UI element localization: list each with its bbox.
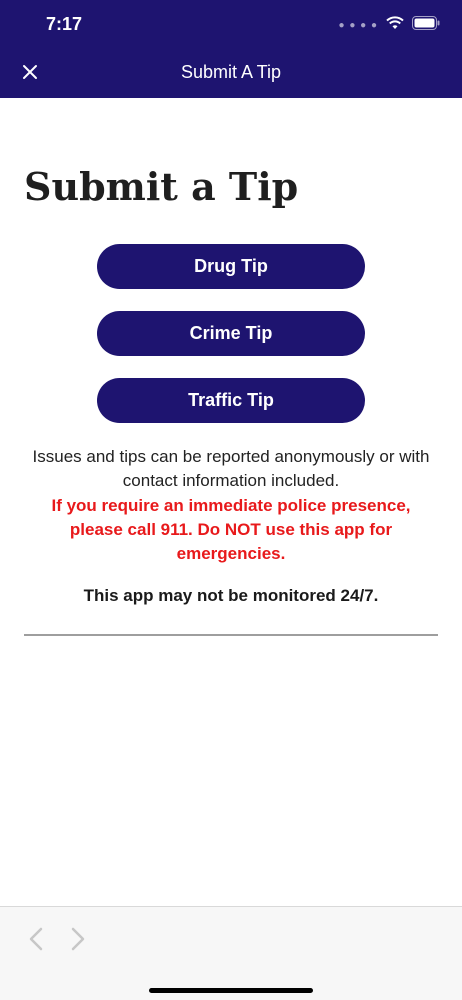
- drug-tip-button[interactable]: Drug Tip: [97, 244, 365, 289]
- status-time: 7:17: [46, 14, 83, 34]
- crime-tip-button[interactable]: Crime Tip: [97, 311, 365, 356]
- page-title: Submit a Tip: [24, 164, 299, 209]
- chevron-left-icon: [29, 927, 43, 956]
- emergency-warning: If you require an immediate police presence, please call 911. Do NOT use this app for emergencies.: [51, 496, 411, 563]
- chevron-right-icon: [71, 927, 85, 956]
- top-bar: [0, 0, 462, 98]
- nav-title: Submit A Tip: [180, 62, 282, 82]
- forward-button[interactable]: [66, 927, 90, 955]
- bottom-toolbar: [0, 906, 462, 1000]
- signal-dots-icon: ● ● ● ●: [338, 20, 378, 31]
- back-button[interactable]: [24, 927, 48, 955]
- monitor-notice: This app may not be monitored 24/7.: [83, 586, 379, 605]
- wifi-icon: [386, 16, 404, 35]
- traffic-tip-button[interactable]: Traffic Tip: [97, 378, 365, 423]
- battery-icon: [412, 16, 440, 35]
- info-text: Issues and tips can be reported anonymously or with contact information included.: [32, 447, 430, 490]
- home-indicator: [149, 988, 313, 993]
- divider: [24, 634, 438, 636]
- status-icons: [339, 16, 441, 35]
